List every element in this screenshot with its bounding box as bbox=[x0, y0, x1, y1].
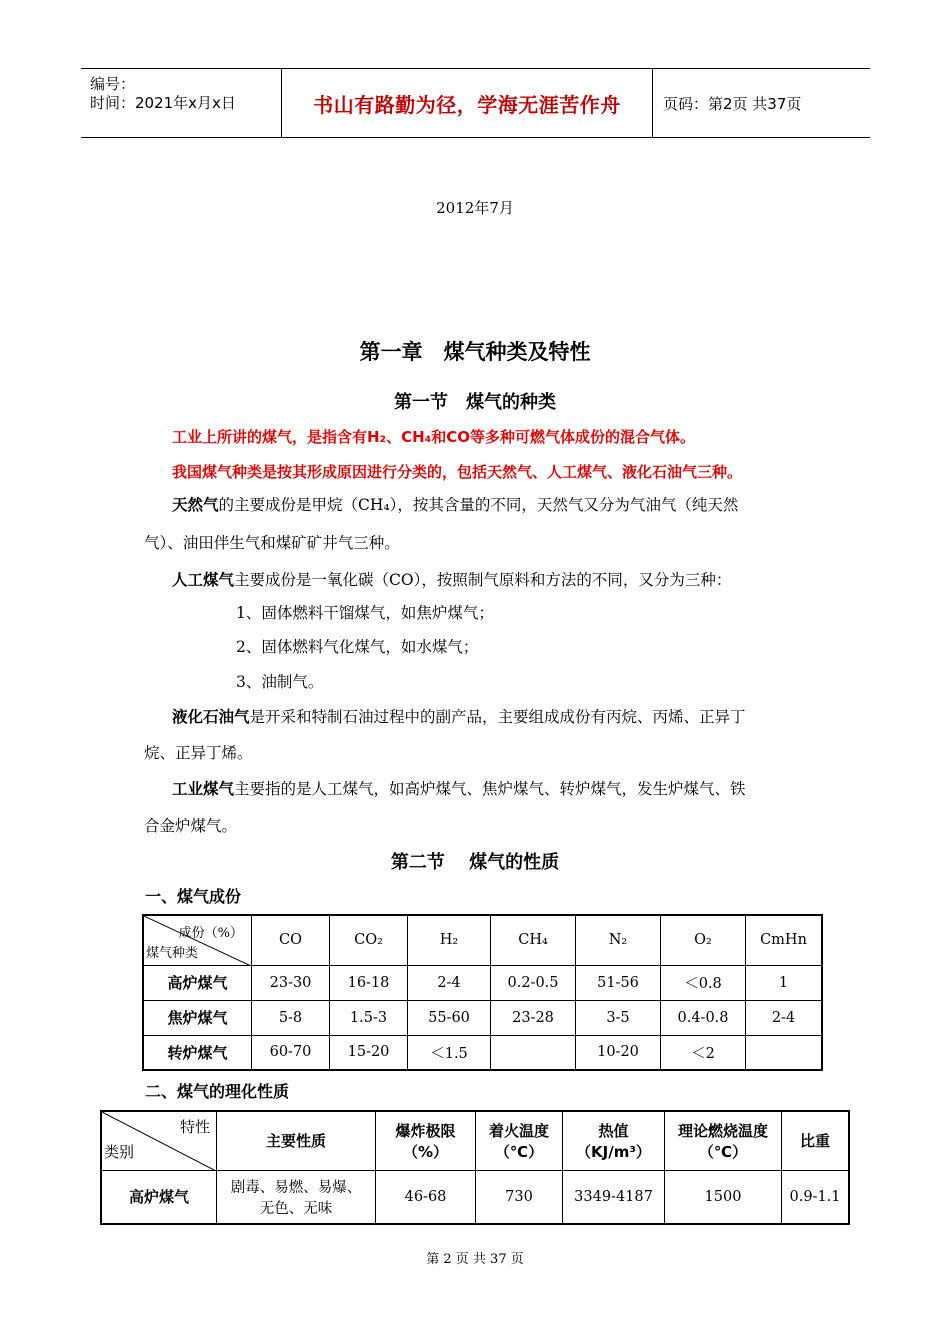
header-main-properties: 主要性质 bbox=[217, 1111, 376, 1170]
corner-top-label: 成份（%） bbox=[178, 926, 243, 941]
table-cell: 51-56 bbox=[576, 965, 661, 1000]
table-cell: 730 bbox=[476, 1170, 563, 1224]
table-cell: 2-4 bbox=[408, 965, 491, 1000]
subsection1-title: 一、煤气成份 bbox=[145, 887, 242, 906]
natural-gas-text1: 的主要成份是甲烷（CH₄），按其含量的不同，天然气又分为气油气（纯天然 bbox=[218, 496, 739, 514]
lpg-text1: 是开采和特制石油过程中的副产品，主要组成成份有丙烷、丙烯、正异丁 bbox=[249, 708, 746, 726]
header-burn-line2: （℃） bbox=[698, 1142, 748, 1161]
table-cell: 5-8 bbox=[252, 1000, 330, 1035]
table-corner-cell bbox=[143, 915, 252, 965]
table-header-row bbox=[101, 1111, 849, 1170]
natural-gas-term: 天然气 bbox=[172, 496, 219, 514]
row-header: 转炉煤气 bbox=[143, 1035, 252, 1070]
artificial-gas-text1: 主要成份是一氧化碳（CO），按照制气原料和方法的不同，又分为三种： bbox=[234, 571, 732, 589]
header-density: 比重 bbox=[782, 1111, 850, 1170]
corner-bottom-label: 类别 bbox=[104, 1142, 135, 1161]
table-cell: 16-18 bbox=[330, 965, 408, 1000]
main-properties-line1: 剧毒、易燃、易爆、 bbox=[230, 1179, 362, 1196]
table-cell: 23-30 bbox=[252, 965, 330, 1000]
table-row bbox=[143, 1035, 822, 1070]
red-classification-line: 我国煤气种类是按其形成原因进行分类的，包括天然气、人工煤气、液化石油气三种。 bbox=[172, 463, 743, 481]
corner-top-label: 特性 bbox=[179, 1118, 210, 1136]
red-definition-line: 工业上所讲的煤气，是指含有H₂、CH₄和CO等多种可燃气体成份的混合气体。 bbox=[172, 428, 696, 446]
header-explosion-line2: （%） bbox=[402, 1142, 449, 1161]
page-label: 页码：第2页 共37页 bbox=[663, 94, 802, 113]
header-motto-cell bbox=[281, 69, 653, 137]
industrial-gas-text1: 主要指的是人工煤气，如高炉煤气、焦炉煤气、转炉煤气，发生炉煤气、铁 bbox=[234, 780, 746, 798]
header-heat-value bbox=[563, 1111, 665, 1170]
row-header: 高炉煤气 bbox=[101, 1170, 217, 1224]
table-cell: ＜0.8 bbox=[661, 965, 746, 1000]
table-header-row bbox=[143, 915, 822, 965]
column-header: CH₄ bbox=[491, 915, 576, 965]
column-header: N₂ bbox=[576, 915, 661, 965]
table-cell: 55-60 bbox=[408, 1000, 491, 1035]
column-header: CO bbox=[252, 915, 330, 965]
table-row bbox=[143, 1000, 822, 1035]
chapter-title: 第一章 煤气种类及特性 bbox=[359, 340, 591, 364]
property-table bbox=[100, 1110, 850, 1225]
section1-title: 第一节 煤气的种类 bbox=[394, 392, 556, 413]
lpg-term: 液化石油气 bbox=[172, 708, 250, 726]
table-cell: 1.5-3 bbox=[330, 1000, 408, 1035]
column-header: H₂ bbox=[408, 915, 491, 965]
column-header: O₂ bbox=[661, 915, 746, 965]
table-cell: 46-68 bbox=[376, 1170, 476, 1224]
header-right-cell bbox=[653, 69, 870, 137]
header-ignition-line1: 着火温度 bbox=[488, 1121, 549, 1140]
table-row bbox=[143, 965, 822, 1000]
number-label: 编号： bbox=[90, 75, 136, 93]
header-left-cell bbox=[81, 69, 281, 137]
table-row bbox=[101, 1170, 849, 1224]
table-cell: ＜1.5 bbox=[408, 1035, 491, 1070]
table-cell: 3349-4187 bbox=[563, 1170, 665, 1224]
table-cell: 1500 bbox=[665, 1170, 782, 1224]
artificial-gas-term: 人工煤气 bbox=[172, 571, 235, 589]
subsection2-title: 二、煤气的理化性质 bbox=[145, 1082, 290, 1101]
header-ignition-line2: （℃） bbox=[494, 1142, 544, 1161]
artificial-gas-item-2: 2、固体燃料气化煤气，如水煤气； bbox=[236, 638, 479, 656]
section2-title: 第二节 煤气的性质 bbox=[390, 852, 560, 873]
document-date: 2012年7月 bbox=[436, 199, 514, 217]
row-header: 高炉煤气 bbox=[143, 965, 252, 1000]
industrial-gas-para-line1 bbox=[172, 777, 746, 799]
table-cell: 0.2-0.5 bbox=[491, 965, 576, 1000]
header-burn-temp bbox=[665, 1111, 782, 1170]
artificial-gas-para bbox=[172, 568, 731, 590]
industrial-gas-term: 工业煤气 bbox=[172, 780, 235, 798]
header-burn-line1: 理论燃烧温度 bbox=[677, 1121, 768, 1140]
table-cell bbox=[746, 1035, 823, 1070]
lpg-para-line2: 烷、正异丁烯。 bbox=[144, 744, 253, 762]
table-cell: 10-20 bbox=[576, 1035, 661, 1070]
natural-gas-para-line2: 气）、油田伴生气和煤矿矿井气三种。 bbox=[144, 534, 400, 552]
artificial-gas-item-1: 1、固体燃料干馏煤气，如焦炉煤气； bbox=[236, 604, 494, 622]
table-cell: 0.4-0.8 bbox=[661, 1000, 746, 1035]
artificial-gas-item-3: 3、油制气。 bbox=[236, 673, 324, 691]
table-cell: 15-20 bbox=[330, 1035, 408, 1070]
page-footer: 第 2 页 共 37 页 bbox=[426, 1252, 524, 1267]
table-cell-main bbox=[217, 1170, 376, 1224]
table-cell: 1 bbox=[746, 965, 823, 1000]
header-explosion-line1: 爆炸极限 bbox=[395, 1121, 456, 1140]
column-header: CO₂ bbox=[330, 915, 408, 965]
header-ignition-temp bbox=[476, 1111, 563, 1170]
page-header bbox=[81, 68, 870, 138]
table-cell: ＜2 bbox=[661, 1035, 746, 1070]
table-cell bbox=[491, 1035, 576, 1070]
corner-bottom-label: 煤气种类 bbox=[146, 945, 199, 961]
industrial-gas-para-line2: 合金炉煤气。 bbox=[144, 817, 238, 835]
table-cell: 2-4 bbox=[746, 1000, 823, 1035]
table-cell: 3-5 bbox=[576, 1000, 661, 1035]
table-cell: 60-70 bbox=[252, 1035, 330, 1070]
header-heat-line1: 热值 bbox=[598, 1121, 629, 1140]
column-header: CmHn bbox=[746, 915, 823, 965]
row-header: 焦炉煤气 bbox=[143, 1000, 252, 1035]
composition-table bbox=[142, 914, 823, 1071]
table-cell: 0.9-1.1 bbox=[782, 1170, 850, 1224]
lpg-para-line1 bbox=[172, 705, 746, 727]
header-explosion-limit bbox=[376, 1111, 476, 1170]
header-heat-line2: （KJ/m³） bbox=[576, 1142, 651, 1161]
natural-gas-para-line1 bbox=[172, 493, 738, 515]
motto: 书山有路勤为径，学海无涯苦作舟 bbox=[313, 92, 621, 117]
table-cell: 23-28 bbox=[491, 1000, 576, 1035]
main-properties-line2: 无色、无味 bbox=[259, 1200, 333, 1217]
table-corner-cell bbox=[101, 1111, 217, 1170]
time-label: 时间：2021年x月x日 bbox=[90, 94, 236, 112]
